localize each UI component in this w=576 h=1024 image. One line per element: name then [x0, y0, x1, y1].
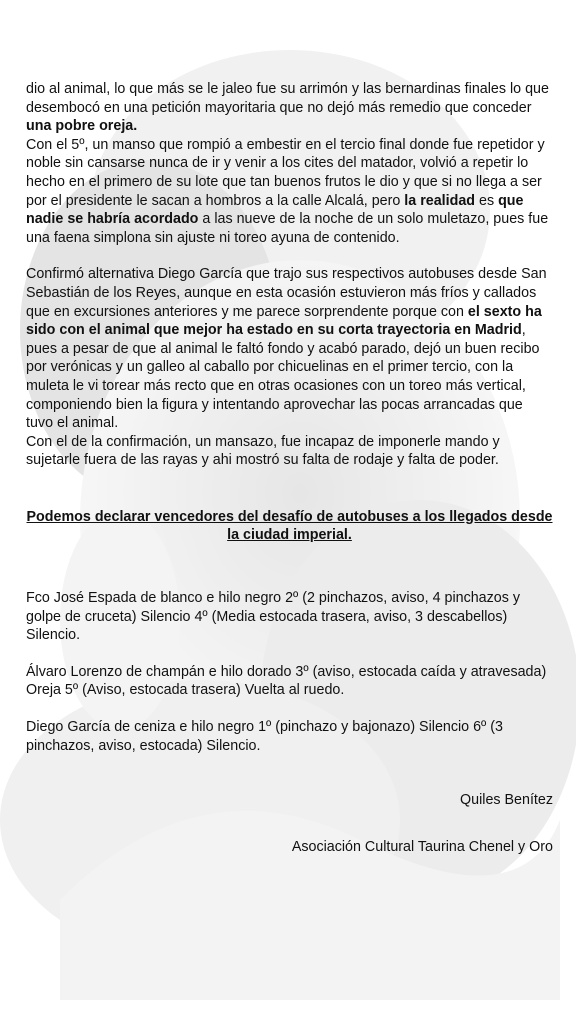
paragraph-text: es: [475, 192, 499, 209]
paragraph-text: a las nueve de la noche de un solo muletazo, pues fue una faena simplona sin ajuste ni toreo ayuna de contenido.: [26, 211, 549, 246]
result-item: Álvaro Lorenzo de champán e hilo dorado 3º (aviso, estocada caída y atravesada) Oreja 5º (Aviso, estocada trasera) Vuelta al ruedo.: [26, 663, 547, 699]
result-item: Diego García de ceniza e hilo negro 1º (pinchazo y bajonazo) Silencio 6º (3 pinchazos, aviso, estocada) Silencio.: [26, 719, 503, 754]
article-body: [26, 80, 553, 856]
paragraph-4: Con el de la confirmación, un mansazo, fue incapaz de imponerle mando y sujetarle fuera de las rayas y ahi mostró su falta de rodaje y falta de poder.: [26, 433, 500, 469]
results-list: [26, 589, 553, 755]
paragraph-3: [26, 265, 553, 432]
paragraph-text: Confirmó alternativa Diego García que trajo sus respectivos autobuses desde San Sebastián de los Reyes, aunque en esta ocasión estuvieron más fríos y callados que en excursiones anteriores y me parece sorprendente porque con: [26, 266, 547, 320]
bold-phrase: que nadie se habría acordado: [26, 192, 524, 228]
organization-signature: Asociación Cultural Taurina Chenel y Oro: [291, 838, 553, 855]
paragraph-2: [26, 136, 553, 248]
bold-phrase: la realidad: [404, 192, 476, 209]
section-heading: Podemos declarar vencedores del desafío de autobuses a los llegados desde la ciudad imperial.: [26, 508, 553, 544]
paragraph-text: , pues a pesar de que al animal le faltó fondo y acabó parado, dejó un buen recibo por verónicas y un galleo al caballo por chicuelinas en el primer tercio, con la muleta le vi torear más recto que en otras ocasiones con un toreo más vertical, componiendo bien la figura y intentando aprovechar las pocas arrancadas que tuvo el animal.: [26, 322, 540, 432]
bold-phrase: el sexto ha sido con el animal que mejor ha estado en su corta trayectoria en Madrid: [26, 303, 542, 339]
result-item: Fco José Espada de blanco e hilo negro 2º (2 pinchazos, aviso, 4 pinchazos y golpe de cruceta) Silencio 4º (Media estocada trasera, aviso, 3 descabellos) Silencio.: [26, 590, 520, 644]
paragraph-text: Con el 5º, un manso que rompió a embestir en el tercio final donde fue repetidor y noble sin cansarse nunca de ir y venir a los cites del matador, volvió a repetir lo hecho en el primero de su lote que tan buenos frutos le dio y que si no llega a ser por el presidente le sacan a hombros a la calle Alcalá, pero: [26, 136, 545, 209]
paragraph-1: [26, 80, 553, 136]
bold-phrase: una pobre oreja.: [26, 118, 138, 135]
paragraph-text: dio al animal, lo que más se le jaleo fue su arrimón y las bernardinas finales lo que desembocó en una petición mayoritaria que no dejó más remedio que conceder: [26, 81, 549, 116]
author-signature: Quiles Benítez: [460, 792, 553, 809]
